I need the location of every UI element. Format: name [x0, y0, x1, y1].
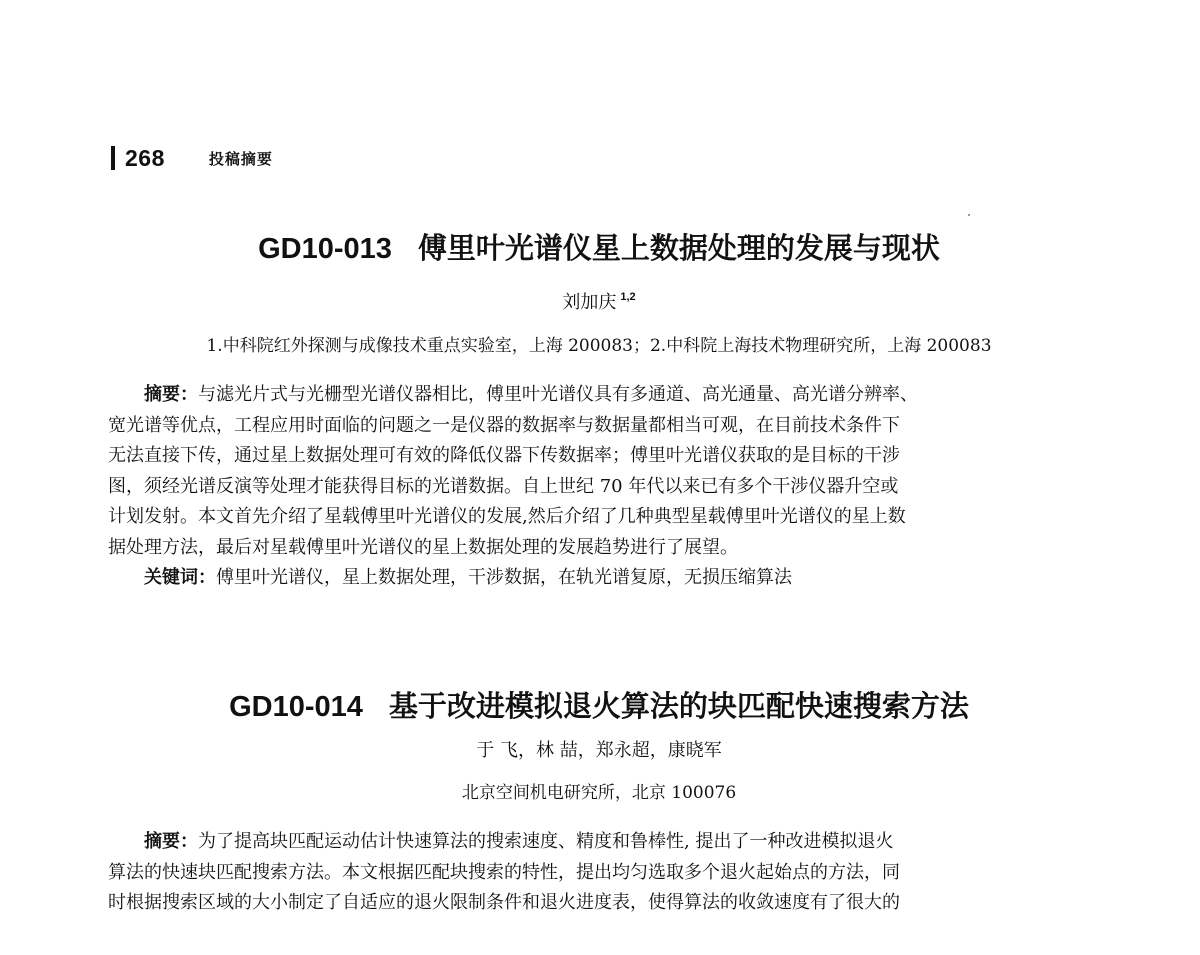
- article-abstract: [108, 380, 1090, 563]
- article-authors: [108, 283, 1090, 317]
- abstract-line: 据处理方法，最后对星载傅里叶光谱仪的星上数据处理的发展趋势进行了展望。: [108, 536, 738, 558]
- article-gd10-013: [108, 228, 1090, 593]
- keywords-label: 关键词：: [144, 567, 216, 588]
- keywords-text: 傅里叶光谱仪，星上数据处理，干涉数据，在轨光谱复原，无损压缩算法: [216, 567, 792, 588]
- article-title: [108, 686, 1090, 727]
- author-superscript: 1,2: [620, 291, 636, 303]
- abstract-line: 摘要：与滤光片式与光栅型光谱仪器相比，傅里叶光谱仪具有多通道、高光通量、高光谱分辨率、: [144, 384, 918, 405]
- abstract-line: 时根据搜索区域的大小制定了自适应的退火限制条件和退火进度表，使得算法的收敛速度有了很大的: [108, 892, 900, 913]
- article-title-text: 基于改进模拟退火算法的块匹配快速搜索方法: [388, 689, 969, 723]
- header-rule: [111, 146, 115, 170]
- abstract-line: 宽光谱等优点，工程应用时面临的问题之一是仪器的数据率与数据量都相当可观，在目前技术条件下: [108, 414, 900, 436]
- abstract-label: 摘要：: [144, 831, 198, 852]
- article-abstract: [108, 827, 1090, 919]
- abstract-line: 算法的快速块匹配搜索方法。本文根据匹配块搜索的特性，提出均匀选取多个退火起始点的方法，同: [108, 861, 900, 883]
- scan-speck: [968, 214, 970, 216]
- abstract-line: 计划发射。本文首先介绍了星载傅里叶光谱仪的发展,然后介绍了几种典型星载傅里叶光谱仪的星上数: [108, 506, 906, 527]
- abstract-label: 摘要：: [144, 384, 198, 405]
- abstract-line: 图，须经光谱反演等处理才能获得目标的光谱数据。自上世纪 70 年代以来已有多个干涉仪器升空或: [108, 475, 899, 497]
- article-gd10-014: [108, 686, 1090, 919]
- article-title: [108, 228, 1090, 269]
- page-number: 268: [125, 144, 165, 171]
- article-code: GD10-014: [229, 691, 363, 723]
- author-names: 刘加庆: [562, 292, 617, 313]
- abstract-line: 摘要：为了提高块匹配运动估计快速算法的搜索速度、精度和鲁棒性, 提出了一种改进模拟退火: [144, 831, 894, 852]
- page-header: [111, 143, 273, 173]
- article-code: GD10-013: [258, 233, 392, 265]
- article-affiliation: 1.中科院红外探测与成像技术重点实验室，上海 200083；2.中科院上海技术物理研究所，上海 200083: [206, 336, 992, 356]
- article-authors: 于 飞，林 喆，郑永超，康晓军: [476, 740, 722, 761]
- article-keywords: [108, 563, 1090, 593]
- article-title-text: 傅里叶光谱仪星上数据处理的发展与现状: [417, 231, 940, 265]
- section-title: 投稿摘要: [208, 149, 273, 168]
- abstract-line: 无法直接下传，通过星上数据处理可有效的降低仪器下传数据率；傅里叶光谱仪获取的是目标的干涉: [108, 445, 900, 466]
- article-affiliation: 北京空间机电研究所，北京 100076: [461, 783, 737, 803]
